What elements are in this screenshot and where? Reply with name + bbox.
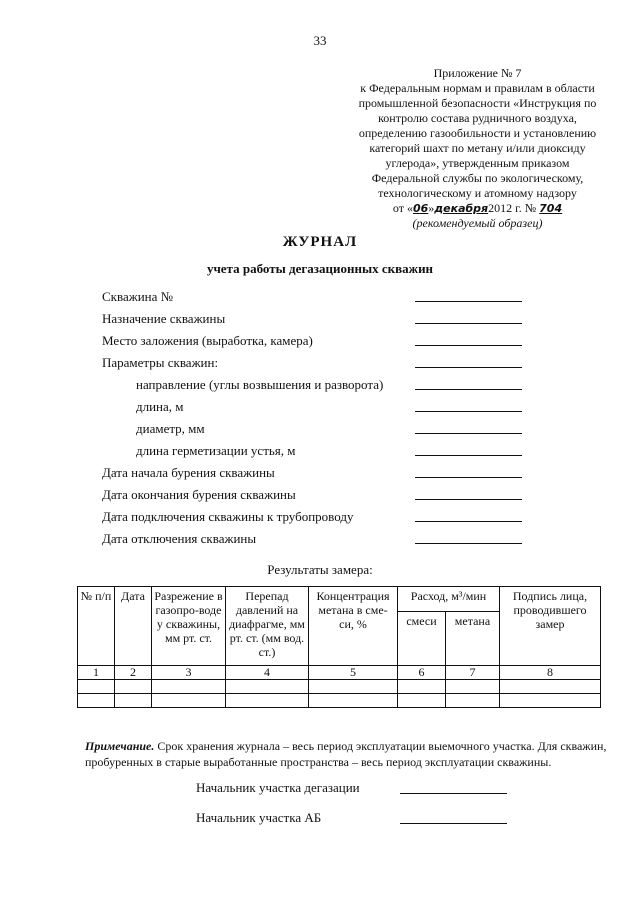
field-blank-line [415, 367, 522, 368]
appendix-line: углерода», утвержденным приказом [385, 156, 570, 170]
date-mid: » [428, 201, 435, 215]
table-cell [152, 680, 226, 694]
column-number: 5 [309, 666, 398, 680]
field-well-number: Скважина № [102, 289, 174, 304]
table-cell [309, 694, 398, 708]
journal-title: ЖУРНАЛ [282, 234, 358, 250]
field-blank-line [415, 543, 522, 544]
table-cell [500, 680, 601, 694]
table-row [78, 694, 601, 708]
sample-note: (рекомендуемый образец) [412, 216, 543, 230]
field-seal-length: длина герметизации устья, м [136, 443, 296, 458]
appendix-line: Федеральной службы по экологическому, [371, 171, 584, 185]
appendix-line: контролю состава рудничного воздуха, [378, 111, 577, 125]
column-number: 4 [226, 666, 309, 680]
column-number: 8 [500, 666, 601, 680]
field-blank-line [415, 499, 522, 500]
header-signature: Подпись лица, проводившего замер [500, 587, 601, 666]
note [85, 738, 610, 770]
field-blank-line [415, 455, 522, 456]
handwritten-month: декабря [434, 202, 489, 215]
field-blank-line [415, 389, 522, 390]
column-number-row [78, 666, 601, 680]
header-pressure-drop: Перепад давлений на диафрагме, мм рт. ст. (мм вод. ст.) [226, 587, 309, 666]
field-blank-line [415, 477, 522, 478]
header-date: Дата [115, 587, 152, 666]
appendix-line: категорий шахт по метану и/или диоксиду [369, 141, 586, 155]
header-flow: Расход, м³/мин [398, 587, 500, 612]
appendix-line: Приложение № 7 [433, 66, 522, 80]
signature-ab-chief: Начальник участка АБ [196, 810, 322, 825]
field-blank-line [415, 411, 522, 412]
column-number: 3 [152, 666, 226, 680]
signature-degassing-chief: Начальник участка дегазации [196, 780, 360, 795]
field-disconnection-date: Дата отключения скважины [102, 531, 257, 546]
table-cell [115, 694, 152, 708]
year-text: 2012 г. № [488, 201, 537, 215]
journal-subtitle: учета работы дегазационных скважин [206, 261, 434, 276]
column-number: 7 [446, 666, 500, 680]
appendix-line: определению газообильности и установлению [358, 126, 597, 140]
table-cell [446, 694, 500, 708]
appendix-line: технологическому и атомному надзору [378, 186, 577, 200]
order-date-line [330, 201, 625, 216]
signature-blank-line [400, 823, 507, 824]
table-header-row [78, 587, 601, 612]
field-length: длина, м [136, 399, 184, 414]
header-methane-concentration: Концентрация метана в сме-си, % [309, 587, 398, 666]
measurement-table [77, 586, 601, 708]
field-blank-line [415, 521, 522, 522]
results-title: Результаты замера: [267, 562, 373, 577]
field-drill-end: Дата окончания бурения скважины [102, 487, 296, 502]
table-cell [78, 680, 115, 694]
note-text: Срок хранения журнала – весь период эксплуатации выемочного участка. Для скважин, пробуренных в старые выработанные пространства – весь период эксплуатации скважины. [85, 739, 607, 769]
signature-blank-line [400, 793, 507, 794]
handwritten-order-number: 704 [539, 202, 563, 215]
table-cell [309, 680, 398, 694]
table-cell [398, 694, 446, 708]
table-row [78, 680, 601, 694]
note-label: Примечание. [85, 739, 155, 753]
table-cell [78, 694, 115, 708]
handwritten-day: 06 [412, 202, 429, 215]
header-vacuum: Разрежение в газопро-воде у скважины, мм рт. ст. [152, 587, 226, 666]
table-cell [446, 680, 500, 694]
field-connection-date: Дата подключения скважины к трубопроводу [102, 509, 354, 524]
field-drill-start: Дата начала бурения скважины [102, 465, 275, 480]
header-flow-methane: метана [446, 612, 500, 666]
field-direction: направление (углы возвышения и разворота) [136, 377, 384, 392]
header-num: № п/п [78, 587, 115, 666]
column-number: 2 [115, 666, 152, 680]
table-cell [226, 694, 309, 708]
field-blank-line [415, 323, 522, 324]
table-cell [152, 694, 226, 708]
table-cell [500, 694, 601, 708]
table-cell [398, 680, 446, 694]
field-blank-line [415, 301, 522, 302]
field-blank-line [415, 433, 522, 434]
field-diameter: диаметр, мм [136, 421, 205, 436]
header-flow-mix: смеси [398, 612, 446, 666]
column-number: 6 [398, 666, 446, 680]
field-well-purpose: Назначение скважины [102, 311, 226, 326]
field-location: Место заложения (выработка, камера) [102, 333, 313, 348]
table-cell [226, 680, 309, 694]
date-prefix: от « [392, 201, 413, 215]
appendix-line: промышленной безопасности «Инструкция по [358, 96, 597, 110]
page-number: 33 [313, 33, 327, 48]
appendix-header [330, 66, 625, 231]
table-cell [115, 680, 152, 694]
field-parameters: Параметры скважин: [102, 355, 219, 370]
appendix-line: к Федеральным нормам и правилам в области [360, 81, 595, 95]
column-number: 1 [78, 666, 115, 680]
field-blank-line [415, 345, 522, 346]
